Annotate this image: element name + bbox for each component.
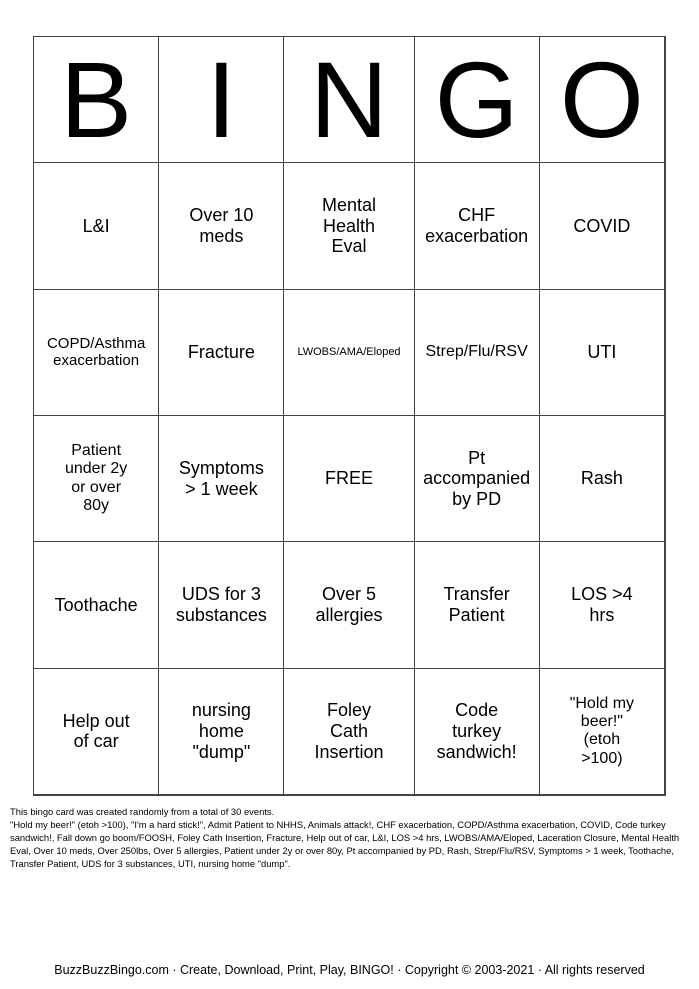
bingo-cell: Over 10 meds bbox=[158, 162, 284, 289]
bingo-card bbox=[33, 36, 666, 796]
bingo-cell: Mental Health Eval bbox=[283, 162, 414, 289]
bingo-cell: "Hold my beer!" (etoh >100) bbox=[539, 668, 665, 795]
header-letter-n: N bbox=[283, 36, 414, 163]
card-note bbox=[10, 806, 690, 871]
bingo-cell: COPD/Asthma exacerbation bbox=[33, 289, 159, 416]
bingo-cell: UDS for 3 substances bbox=[158, 541, 284, 668]
bingo-cell: Transfer Patient bbox=[414, 541, 540, 668]
header-letter-o: O bbox=[539, 36, 665, 163]
header-letter-i: I bbox=[158, 36, 284, 163]
bingo-cell: Rash bbox=[539, 415, 665, 542]
bingo-cell: Code turkey sandwich! bbox=[414, 668, 540, 795]
header-letter-b: B bbox=[33, 36, 159, 163]
bingo-cell: CHF exacerbation bbox=[414, 162, 540, 289]
bingo-cell: Strep/Flu/RSV bbox=[414, 289, 540, 416]
free-space-cell: FREE bbox=[283, 415, 414, 542]
bingo-cell: Over 5 allergies bbox=[283, 541, 414, 668]
bingo-cell: Patient under 2y or over 80y bbox=[33, 415, 159, 542]
bingo-cell: COVID bbox=[539, 162, 665, 289]
note-intro: This bingo card was created randomly from a total of 30 events. bbox=[10, 806, 275, 817]
bingo-cell: Symptoms > 1 week bbox=[158, 415, 284, 542]
bingo-cell: LWOBS/AMA/Eloped bbox=[283, 289, 414, 416]
bingo-cell: L&I bbox=[33, 162, 159, 289]
bingo-cell: Fracture bbox=[158, 289, 284, 416]
page-footer: BuzzBuzzBingo.com · Create, Download, Print, Play, BINGO! · Copyright © 2003-2021 · All rights reserved bbox=[54, 963, 645, 977]
bingo-cell: nursing home "dump" bbox=[158, 668, 284, 795]
header-letter-g: G bbox=[414, 36, 540, 163]
bingo-cell: Help out of car bbox=[33, 668, 159, 795]
bingo-cell: Pt accompanied by PD bbox=[414, 415, 540, 542]
bingo-cell: Toothache bbox=[33, 541, 159, 668]
bingo-cell: LOS >4 hrs bbox=[539, 541, 665, 668]
note-event-list: "Hold my beer!" (etoh >100), "I'm a hard stick!", Admit Patient to NHHS, Animals attack!, CHF exacerbation, COPD/Asthma exacerbation, COVID, Code turkey sandwich!, Fall down go boom/FOOSH, Foley Cath Insertion, Fracture, Help out of car, L&I, LOS >4 hrs, LWOBS/AMA/Eloped, Laceration Closure, Mental Health Eval, Over 10 meds, Over 250lbs, Over 5 allergies, Patient under 2y or over 80y, Pt accompanied by PD, Rash, Strep/Flu/RSV, Symptoms > 1 week, Toothache, Transfer Patient, UDS for 3 substances, UTI, nursing home "dump". bbox=[10, 818, 680, 869]
bingo-cell: UTI bbox=[539, 289, 665, 416]
bingo-cell: Foley Cath Insertion bbox=[283, 668, 414, 795]
